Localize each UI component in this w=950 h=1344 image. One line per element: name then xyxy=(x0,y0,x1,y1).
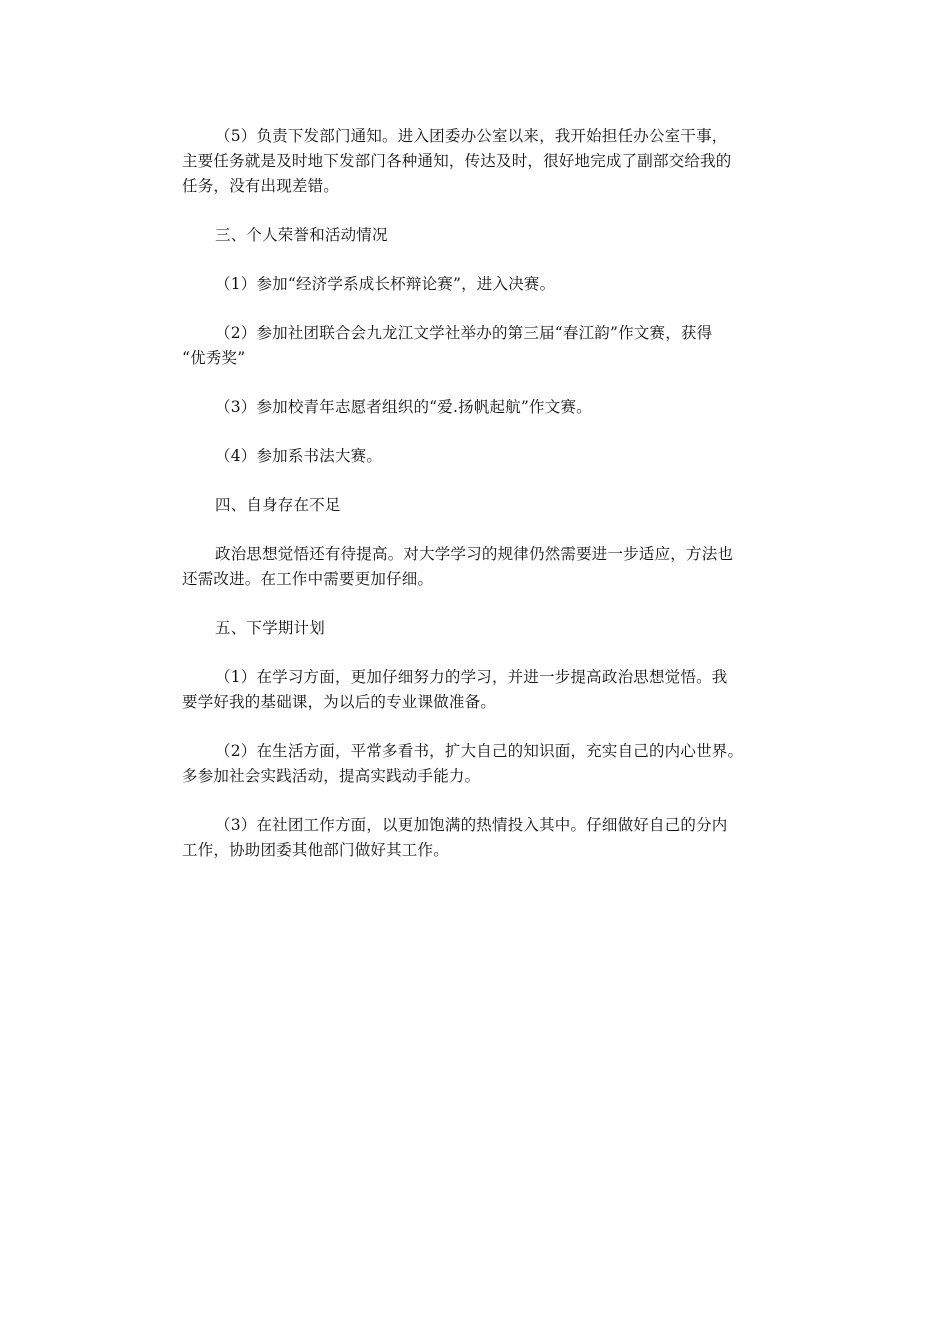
text-line: 任务，没有出现差错。 xyxy=(182,177,340,195)
paragraph-plan-1 xyxy=(182,665,774,715)
document-page xyxy=(182,124,774,863)
paragraph-honor-4 xyxy=(182,444,774,469)
text-line: 多参加社会实践活动，提高实践动手能力。 xyxy=(182,767,481,785)
section-heading-plan xyxy=(182,616,774,641)
text-line: （5）负责下发部门通知。进入团委办公室以来，我开始担任办公室干事， xyxy=(215,127,728,145)
text-line: （1）参加“经济学系成长杯辩论赛”，进入决赛。 xyxy=(215,275,556,293)
section-heading-shortcomings xyxy=(182,493,774,518)
heading-text: 五、下学期计划 xyxy=(215,619,325,637)
text-line: （3）在社团工作方面，以更加饱满的热情投入其中。仔细做好自己的分内 xyxy=(215,816,728,834)
heading-text: 四、自身存在不足 xyxy=(215,496,341,514)
section-heading-honors xyxy=(182,223,774,248)
paragraph-honor-1 xyxy=(182,272,774,297)
paragraph-plan-3 xyxy=(182,813,774,863)
text-line: （4）参加系书法大赛。 xyxy=(215,447,383,465)
text-line: （1）在学习方面，更加仔细努力的学习，并进一步提高政治思想觉悟。我 xyxy=(215,668,728,686)
text-line: 政治思想觉悟还有待提高。对大学学习的规律仍然需要进一步适应，方法也 xyxy=(215,545,734,563)
text-line: 还需改进。在工作中需要更加仔细。 xyxy=(182,570,434,588)
heading-text: 三、个人荣誉和活动情况 xyxy=(215,226,388,244)
paragraph-plan-2 xyxy=(182,739,774,789)
text-line: 主要任务就是及时地下发部门各种通知，传达及时，很好地完成了副部交给我的 xyxy=(182,152,732,170)
paragraph-honor-2 xyxy=(182,321,774,371)
text-line: （2）在生活方面，平常多看书，扩大自己的知识面，充实自己的内心世界。 xyxy=(215,742,744,760)
paragraph-duty-5 xyxy=(182,124,774,199)
text-line: （2）参加社团联合会九龙江文学社举办的第三届“春江韵”作文赛，获得 xyxy=(215,324,713,342)
text-line: （3）参加校青年志愿者组织的“爱.扬帆起航”作文赛。 xyxy=(215,398,592,416)
paragraph-honor-3 xyxy=(182,395,774,420)
text-line: 要学好我的基础课，为以后的专业课做准备。 xyxy=(182,693,497,711)
paragraph-shortcomings xyxy=(182,542,774,592)
text-line: 工作，协助团委其他部门做好其工作。 xyxy=(182,841,449,859)
text-line: “优秀奖” xyxy=(182,349,246,367)
